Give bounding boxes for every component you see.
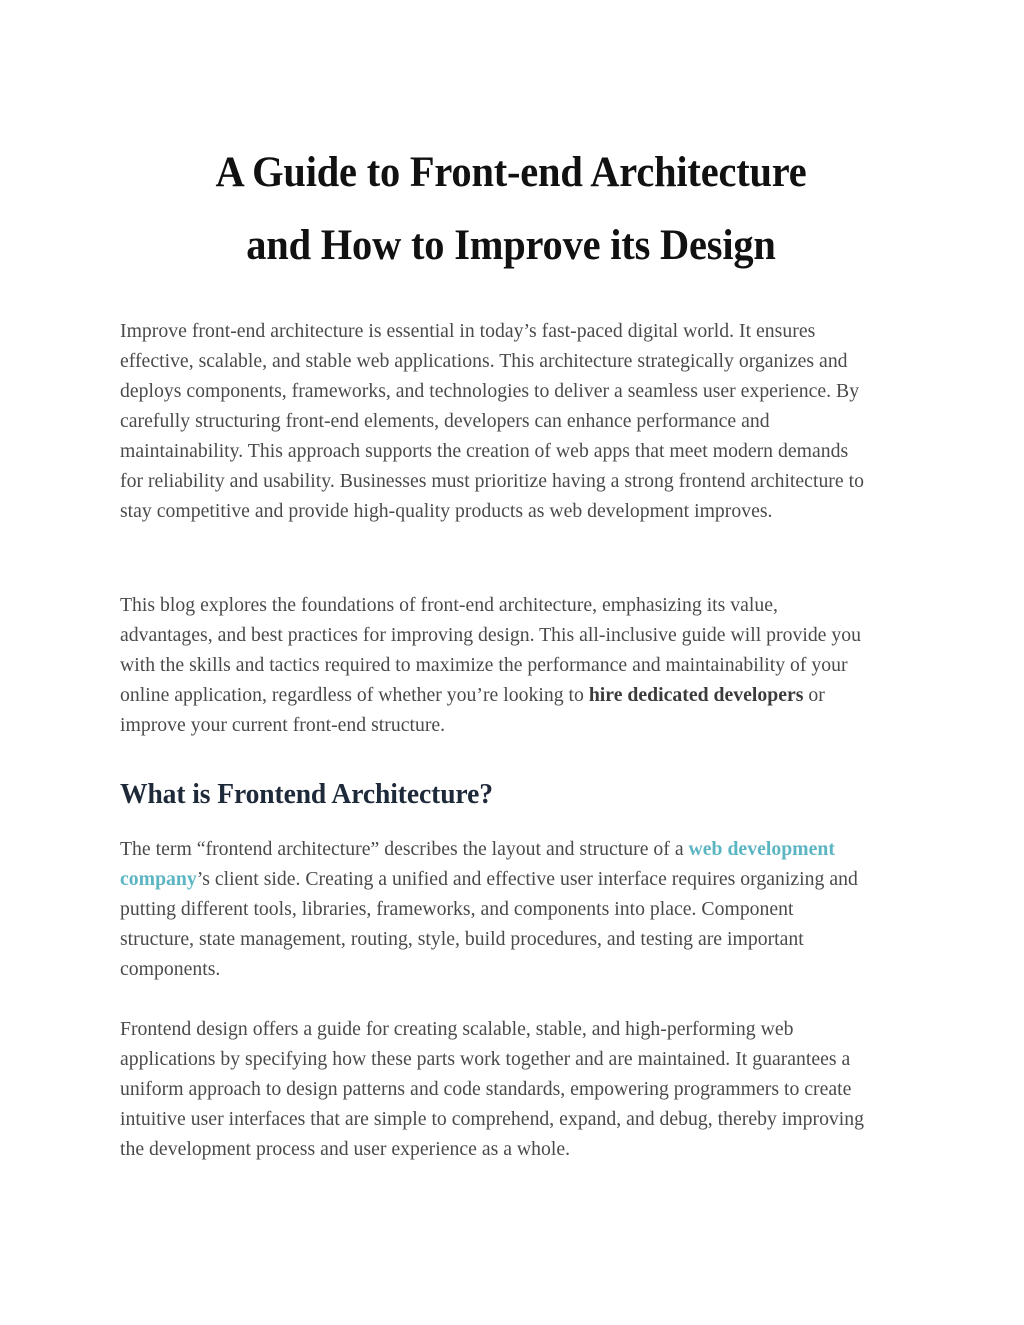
paragraph-frontend-design-text: Frontend design offers a guide for creating scalable, stable, and high-performing web applications by specifying how these parts work together and are maintained. It guarantees a uniform approach to design patterns and code standards, empowering programmers to create intuitive user interfaces that are simple to comprehend, expand, and debug, thereby improving the development process and user experience as a whole. (120, 1018, 865, 1160)
hire-dedicated-developers-emphasis: hire dedicated developers (588, 684, 804, 706)
section-heading-label: What is Frontend Architecture? (120, 778, 493, 810)
paragraph-blog-overview-text-part-1: This blog explores the foundations of front-end architecture, emphasizing its value, advantages, and best practices for improving design. This all-inclusive guide will provide you with the skills and tactics required to maximize the performance and maintainability of your online application, regardless of whether you’re looking to (120, 594, 862, 706)
link-web-development-company[interactable]: web development company (120, 838, 835, 890)
paragraph-intro-text: Improve front-end architecture is essential in today’s fast-paced digital world. It ensures effective, scalable, and stable web applications. This architecture strategically organizes and deploys components, frameworks, and technologies to deliver a seamless user experience. By carefully structuring front-end elements, developers can enhance performance and maintainability. This approach supports the creation of web apps that meet modern demands for reliability and usability. Businesses must prioritize having a strong frontend architecture to stay competitive and provide high-quality products as web development improves. (120, 320, 864, 522)
paragraph-frontend-design (120, 1014, 870, 1164)
section-heading-what-is-frontend-architecture (120, 775, 861, 813)
paragraph-blog-overview-text-part-2: or improve your current front-end structure. (120, 684, 825, 736)
paragraph-blog-overview (120, 590, 870, 740)
page-title-line-1: A Guide to Front-end Architecture (215, 149, 807, 196)
page-title (142, 136, 881, 282)
paragraph-definition (120, 834, 870, 984)
page-title-line-2: and How to Improve its Design (246, 222, 776, 269)
paragraph-intro (120, 316, 870, 526)
paragraph-definition-text-part-2: ’s client side. Creating a unified and effective user interface requires organizing and putting different tools, libraries, frameworks, and components into place. Component structure, state management, routing, style, build procedures, and testing are important components. (120, 868, 858, 980)
paragraph-definition-text-part-1: The term “frontend architecture” describes the layout and structure of a (120, 838, 689, 860)
